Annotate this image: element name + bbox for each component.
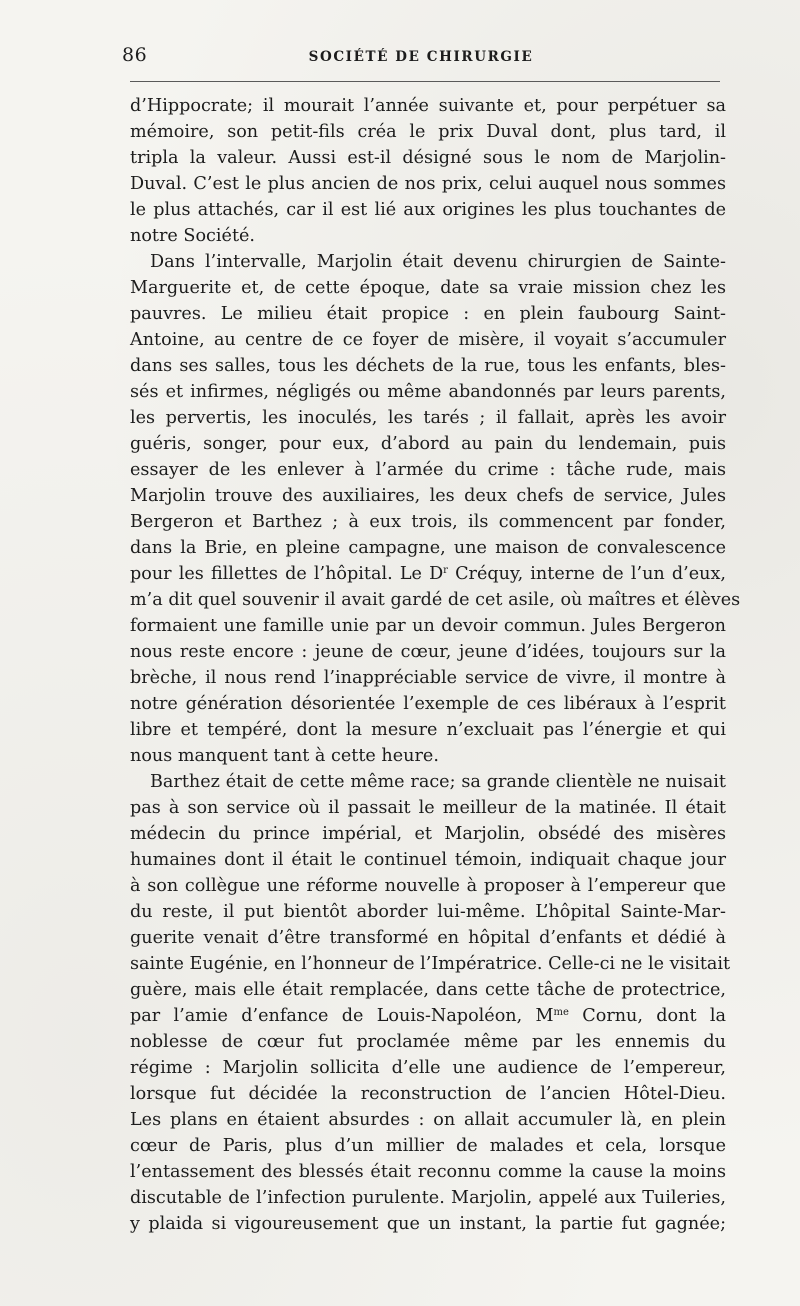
paragraph-start: Barthez était de cette même race; sa grande clientèle ne nuisait — [150, 772, 726, 792]
running-title: SOCIÉTÉ DE CHIRURGIE — [308, 49, 534, 65]
text-run: pour les fillettes de l’hôpital. Le D — [130, 564, 444, 584]
text-run: Créquy, interne de l’un d’eux, — [447, 564, 726, 584]
text-line: Antoine, au centre de ce foyer de misère, il voyait s’accumuler — [130, 330, 726, 350]
text-line: notre génération désorientée l’exemple de ces libéraux à l’esprit — [130, 694, 726, 714]
body-text — [130, 93, 741, 1237]
text-line: dans ses salles, tous les déchets de la rue, tous les enfants, bles- — [130, 356, 726, 376]
text-line: médecin du prince impérial, et Marjolin, obsédé des misères — [130, 824, 726, 844]
text-line: formaient une famille unie par un devoir commun. Jules Bergeron — [130, 616, 726, 636]
text-line: Les plans en étaient absurdes : on allait accumuler là, en plein — [130, 1110, 726, 1130]
text-line: sés et infirmes, négligés ou même abandonnés par leurs parents, — [130, 382, 726, 402]
text-line: Bergeron et Barthez ; à eux trois, ils commencent par fonder, — [130, 512, 726, 532]
text-line: Marjolin trouve des auxiliaires, les deux chefs de service, Jules — [130, 486, 726, 506]
text-line: nous reste encore : jeune de cœur, jeune d’idées, toujours sur la — [130, 642, 726, 662]
text-line: pauvres. Le milieu était propice : en plein faubourg Saint- — [130, 304, 726, 324]
text-line: lorsque fut décidée la reconstruction de l’ancien Hôtel-Dieu. — [130, 1084, 726, 1104]
text-line: guère, mais elle était remplacée, dans cette tâche de protectrice, — [130, 980, 726, 1000]
text-line: mémoire, son petit-fils créa le prix Duval dont, plus tard, il — [130, 122, 726, 142]
superscript: me — [553, 1007, 569, 1018]
text-line: cœur de Paris, plus d’un millier de malades et cela, lorsque — [130, 1136, 726, 1156]
text-line — [130, 1003, 726, 1029]
text-line: du reste, il put bientôt aborder lui-même. L’hôpital Sainte-Mar- — [130, 902, 726, 922]
text-run: par l’amie d’enfance de Louis-Napoléon, M — [130, 1006, 554, 1026]
text-line — [130, 561, 726, 587]
page-number: 86 — [122, 44, 148, 66]
text-line: brèche, il nous rend l’inappréciable service de vivre, il montre à — [130, 668, 726, 688]
text-line: le plus attachés, car il est lié aux origines les plus touchantes de — [130, 200, 726, 220]
text-line: pas à son service où il passait le meilleur de la matinée. Il était — [130, 798, 726, 818]
text-line: les pervertis, les inoculés, les tarés ; il fallait, après les avoir — [130, 408, 726, 428]
text-line: essayer de les enlever à l’armée du crime : tâche rude, mais — [130, 460, 726, 480]
text-line: guéris, songer, pour eux, d’abord au pain du lendemain, puis — [130, 434, 726, 454]
text-line: d’Hippocrate; il mourait l’année suivante et, pour perpétuer sa — [130, 96, 726, 116]
text-line: humaines dont il était le continuel témoin, indiquait chaque jour — [130, 850, 726, 870]
text-line: libre et tempéré, dont la mesure n’excluait pas l’énergie et qui — [130, 720, 726, 740]
text-line: Duval. C’est le plus ancien de nos prix, celui auquel nous sommes — [130, 174, 726, 194]
running-head — [122, 44, 720, 74]
text-run: Cornu, dont la — [568, 1006, 726, 1026]
text-line: discutable de l’infection purulente. Marjolin, appelé aux Tuileries, — [130, 1188, 726, 1208]
paragraph-start: Dans l’intervalle, Marjolin était devenu chirurgien de Sainte- — [150, 252, 726, 272]
superscript: r — [443, 565, 448, 576]
text-line: guerite venait d’être transformé en hôpital d’enfants et dédié à — [130, 928, 726, 948]
text-line: noblesse de cœur fut proclamée même par les ennemis du — [130, 1032, 726, 1052]
header-rule — [130, 81, 720, 82]
text-line: m’a dit quel souvenir il avait gardé de cet asile, où maîtres et élèves — [130, 590, 741, 610]
text-line: dans la Brie, en pleine campagne, une maison de convalescence — [130, 538, 726, 558]
text-line: à son collègue une réforme nouvelle à proposer à l’empereur que — [130, 876, 726, 896]
text-line: notre Société. — [130, 226, 256, 246]
text-line: y plaida si vigoureusement que un instant, la partie fut gagnée; — [130, 1214, 726, 1234]
text-line: tripla la valeur. Aussi est-il désigné sous le nom de Marjolin- — [130, 148, 726, 168]
text-line: Marguerite et, de cette époque, date sa vraie mission chez les — [130, 278, 726, 298]
text-line: régime : Marjolin sollicita d’elle une audience de l’empereur, — [130, 1058, 726, 1078]
text-line: sainte Eugénie, en l’honneur de l’Impératrice. Celle-ci ne le visitait — [130, 954, 731, 974]
text-line: l’entassement des blessés était reconnu comme la cause la moins — [130, 1162, 726, 1182]
text-line: nous manquent tant à cette heure. — [130, 746, 439, 766]
